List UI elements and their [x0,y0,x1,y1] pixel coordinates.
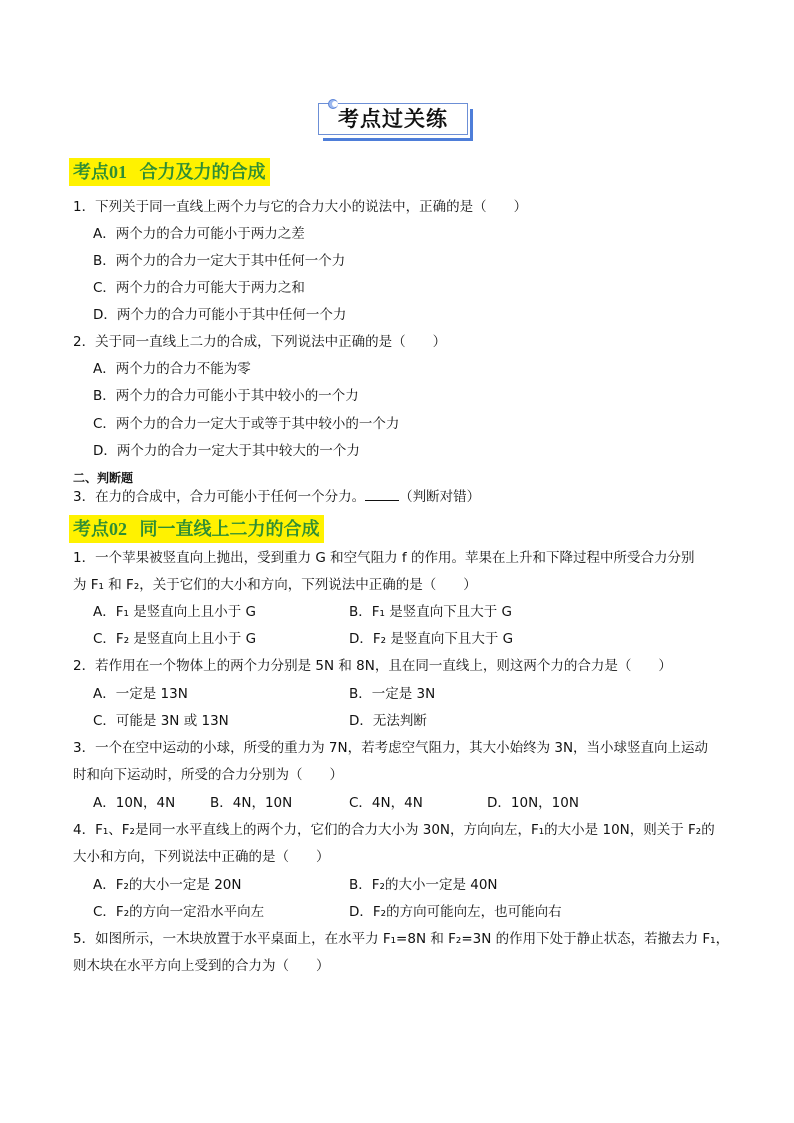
section-header-02 [69,515,324,543]
s2q4-option-a: A．F₂的大小一定是 20N [93,877,242,893]
section-prefix: 考点 [73,519,109,540]
s2q2-option-c: C．可能是 3N 或 13N [93,713,229,729]
s2-question-4-stem-line1: 4．F₁、F₂是同一水平直线上的两个力，它们的合力大小为 30N，方向向左，F₁的大小是 10N，则关于 F₂的 [73,822,715,838]
section-number: 01 [109,162,127,182]
s2q3-option-c: C．4N，4N [349,795,423,811]
s2q1-option-b: B．F₁ 是竖直向下且大于 G [349,604,512,620]
s2q4-option-d: D．F₂的方向可能向左，也可能向右 [349,904,562,920]
q1-option-d: D．两个力的合力可能小于其中任何一个力 [93,307,347,323]
section-title: 同一直线上二力的合成 [139,519,320,540]
s2q3-option-a: A．10N，4N [93,795,176,811]
s2q1-option-c: C．F₂ 是竖直向上且小于 G [93,631,257,647]
s2-question-5-stem-line1: 5．如图所示，一木块放置于水平桌面上，在水平力 F₁=8N 和 F₂=3N 的作用下处于静止状态，若撤去力 F₁， [73,931,730,947]
q1-option-a: A．两个力的合力可能小于两力之差 [93,226,305,242]
q2-option-b: B．两个力的合力可能小于其中较小的一个力 [93,388,359,404]
q2-option-d: D．两个力的合力一定大于其中较大的一个力 [93,443,360,459]
s2q3-option-b: B．4N，10N [210,795,293,811]
section-title: 合力及力的合成 [139,162,266,183]
question-2-stem: 2．关于同一直线上二力的合成，下列说法中正确的是（ ） [73,334,447,350]
s2-question-2-stem: 2．若作用在一个物体上的两个力分别是 5N 和 8N，且在同一直线上，则这两个力的合力是（ ） [73,658,672,674]
q1-option-b: B．两个力的合力一定大于其中任何一个力 [93,253,346,269]
section-header-01 [69,158,270,186]
s2-question-3-stem-line1: 3．一个在空中运动的小球，所受的重力为 7N，若考虑空气阻力，其大小始终为 3N，当小球竖直向上运动 [73,740,709,756]
q3-text: 3．在力的合成中，合力可能小于任何一个分力。 [73,489,366,505]
s2q4-option-c: C．F₂的方向一定沿水平向左 [93,904,265,920]
s2q4-option-b: B．F₂的大小一定是 40N [349,877,498,893]
judge-heading: 二、判断题 [73,471,134,485]
s2-question-1-stem-line2: 为 F₁ 和 F₂，关于它们的大小和方向，下列说法中正确的是（ ） [73,577,477,593]
s2q1-option-d: D．F₂ 是竖直向下且大于 G [349,631,514,647]
q2-option-a: A．两个力的合力不能为零 [93,361,251,377]
title-ring-inner [332,101,338,107]
s2q3-option-d: D．10N，10N [487,795,579,811]
section-number: 02 [109,519,127,539]
section-prefix: 考点 [73,162,109,183]
s2q2-option-d: D．无法判断 [349,713,427,729]
s2q2-option-a: A．一定是 13N [93,686,188,702]
title-banner [318,103,474,141]
answer-blank[interactable] [365,488,399,501]
s2q2-option-b: B．一定是 3N [349,686,436,702]
s2-question-5-stem-line2: 则木块在水平方向上受到的合力为（ ） [73,958,330,974]
page-title: 考点过关练 [318,103,468,135]
s2-question-4-stem-line2: 大小和方向，下列说法中正确的是（ ） [73,849,330,865]
q1-option-c: C．两个力的合力可能大于两力之和 [93,280,305,296]
s2q1-option-a: A．F₁ 是竖直向上且小于 G [93,604,256,620]
question-3-stem [73,488,480,506]
q2-option-c: C．两个力的合力一定大于或等于其中较小的一个力 [93,416,400,432]
s2-question-1-stem-line1: 1．一个苹果被竖直向上抛出，受到重力 G 和空气阻力 f 的作用。苹果在上升和下降过程中所受合力分别 [73,550,695,566]
question-1-stem: 1．下列关于同一直线上两个力与它的合力大小的说法中，正确的是（ ） [73,199,528,215]
s2-question-3-stem-line2: 时和向下运动时，所受的合力分别为（ ） [73,767,343,783]
q3-suffix: （判断对错） [399,489,481,505]
